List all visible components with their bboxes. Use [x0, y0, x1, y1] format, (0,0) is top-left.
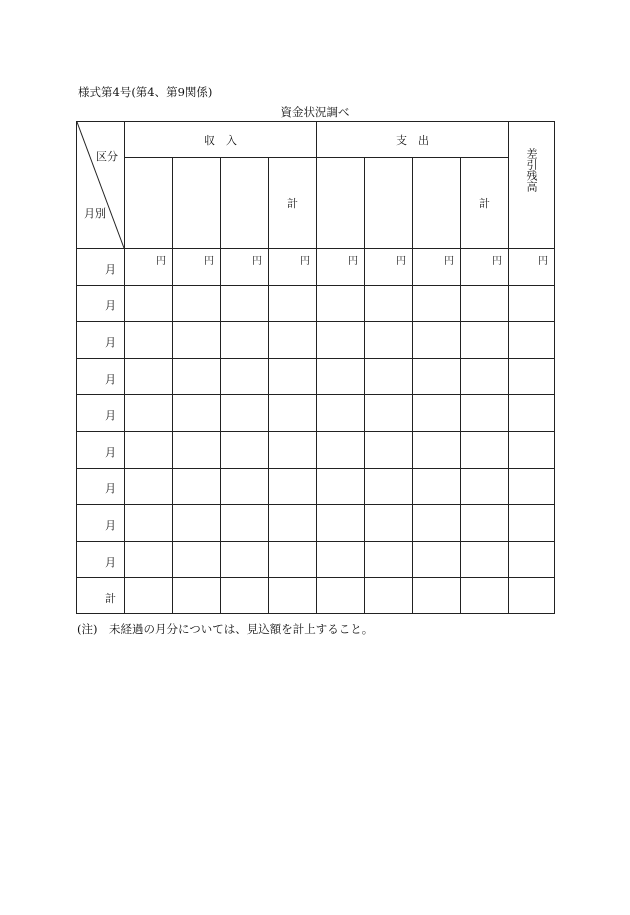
- table-cell: [509, 468, 555, 505]
- table-cell: [269, 505, 317, 542]
- table-cell: [413, 358, 461, 395]
- income-subtotal-header: 計: [269, 158, 317, 249]
- table-row: [77, 541, 555, 578]
- table-row: [77, 249, 555, 286]
- table-row: [77, 285, 555, 322]
- month-row-label: 月: [77, 249, 125, 286]
- total-row-label: 計: [77, 578, 125, 614]
- header-row-items: [77, 158, 555, 249]
- income-item-1: [125, 158, 173, 249]
- table-cell: [461, 578, 509, 614]
- table-cell: [317, 395, 365, 432]
- table-cell: [221, 505, 269, 542]
- table-cell: [365, 285, 413, 322]
- expense-header: 支 出: [317, 122, 509, 158]
- form-number-label: 様式第4号(第4、第9関係): [78, 85, 213, 99]
- month-row-label: 月: [77, 322, 125, 359]
- category-label: 区分: [96, 150, 118, 163]
- table-cell: [221, 578, 269, 614]
- table-cell: [461, 322, 509, 359]
- table-cell: [509, 285, 555, 322]
- footnote: (注) 未経過の月分については、見込額を計上すること。: [77, 622, 374, 636]
- table-cell: [317, 431, 365, 468]
- table-cell: [173, 468, 221, 505]
- table-cell: [221, 285, 269, 322]
- table-cell: [173, 395, 221, 432]
- table-cell: [221, 431, 269, 468]
- table-cell: [125, 468, 173, 505]
- table-cell: [125, 285, 173, 322]
- yen-unit-cell: 円: [221, 249, 269, 286]
- table-row: [77, 505, 555, 542]
- table-row: [77, 322, 555, 359]
- table-cell: [269, 395, 317, 432]
- table-cell: [125, 541, 173, 578]
- table-cell: [269, 358, 317, 395]
- table-cell: [317, 505, 365, 542]
- table-cell: [365, 395, 413, 432]
- month-row-label: 月: [77, 285, 125, 322]
- table-cell: [365, 578, 413, 614]
- yen-unit-cell: 円: [317, 249, 365, 286]
- table-cell: [317, 541, 365, 578]
- table-row: [77, 358, 555, 395]
- month-axis-label: 月別: [84, 207, 106, 220]
- month-row-label: 月: [77, 358, 125, 395]
- table-cell: [365, 322, 413, 359]
- income-item-2: [173, 158, 221, 249]
- yen-unit-cell: 円: [509, 249, 555, 286]
- yen-unit-cell: 円: [173, 249, 221, 286]
- table-cell: [413, 578, 461, 614]
- table-cell: [173, 578, 221, 614]
- table-cell: [461, 541, 509, 578]
- table-cell: [365, 541, 413, 578]
- yen-unit-cell: 円: [365, 249, 413, 286]
- table-cell: [365, 358, 413, 395]
- month-row-label: 月: [77, 505, 125, 542]
- table-cell: [413, 468, 461, 505]
- table-cell: [269, 322, 317, 359]
- table-cell: [413, 505, 461, 542]
- yen-unit-cell: 円: [461, 249, 509, 286]
- table-cell: [461, 505, 509, 542]
- table-cell: [365, 431, 413, 468]
- table-cell: [317, 285, 365, 322]
- table-cell: [173, 541, 221, 578]
- month-row-label: 月: [77, 395, 125, 432]
- table-cell: [461, 395, 509, 432]
- table-cell: [413, 395, 461, 432]
- income-header: 収 入: [125, 122, 317, 158]
- fund-status-table: [76, 121, 555, 614]
- table-cell: [125, 505, 173, 542]
- table-cell: [461, 431, 509, 468]
- table-cell: [413, 541, 461, 578]
- table-cell: [125, 358, 173, 395]
- table-cell: [317, 468, 365, 505]
- table-cell: [125, 431, 173, 468]
- month-row-label: 月: [77, 468, 125, 505]
- month-rows: [77, 249, 555, 578]
- income-item-3: [221, 158, 269, 249]
- balance-header: 差引残高: [509, 122, 555, 249]
- table-row: [77, 395, 555, 432]
- expense-item-1: [317, 158, 365, 249]
- table-cell: [269, 468, 317, 505]
- table-cell: [461, 358, 509, 395]
- table-cell: [317, 322, 365, 359]
- document-title: 資金状況調べ: [280, 105, 350, 119]
- table-cell: [221, 322, 269, 359]
- table-cell: [509, 431, 555, 468]
- table-cell: [413, 431, 461, 468]
- header-row-groups: [77, 122, 555, 158]
- table-cell: [173, 285, 221, 322]
- table-cell: [173, 505, 221, 542]
- diagonal-header-cell: [77, 122, 125, 249]
- table-cell: [509, 358, 555, 395]
- month-row-label: 月: [77, 541, 125, 578]
- table-cell: [509, 541, 555, 578]
- table-cell: [365, 468, 413, 505]
- table-cell: [509, 505, 555, 542]
- table-cell: [269, 578, 317, 614]
- table-cell: [125, 322, 173, 359]
- table-cell: [461, 285, 509, 322]
- table-cell: [269, 285, 317, 322]
- diagonal-line: [77, 122, 124, 248]
- table-cell: [221, 358, 269, 395]
- yen-unit-cell: 円: [413, 249, 461, 286]
- table-cell: [269, 431, 317, 468]
- table-row: [77, 431, 555, 468]
- table-row: [77, 468, 555, 505]
- table-cell: [173, 431, 221, 468]
- table-cell: [413, 322, 461, 359]
- total-row: [77, 578, 555, 614]
- table-cell: [509, 395, 555, 432]
- yen-unit-cell: 円: [269, 249, 317, 286]
- table-cell: [509, 578, 555, 614]
- table-cell: [509, 322, 555, 359]
- table-cell: [269, 541, 317, 578]
- table-cell: [173, 358, 221, 395]
- table-cell: [317, 578, 365, 614]
- table-cell: [317, 358, 365, 395]
- table-cell: [365, 505, 413, 542]
- table-cell: [125, 395, 173, 432]
- table-cell: [221, 541, 269, 578]
- month-row-label: 月: [77, 431, 125, 468]
- expense-item-3: [413, 158, 461, 249]
- table-cell: [413, 285, 461, 322]
- yen-unit-cell: 円: [125, 249, 173, 286]
- expense-item-2: [365, 158, 413, 249]
- expense-subtotal-header: 計: [461, 158, 509, 249]
- table-cell: [221, 395, 269, 432]
- table-cell: [125, 578, 173, 614]
- table-cell: [221, 468, 269, 505]
- table-cell: [461, 468, 509, 505]
- table-cell: [173, 322, 221, 359]
